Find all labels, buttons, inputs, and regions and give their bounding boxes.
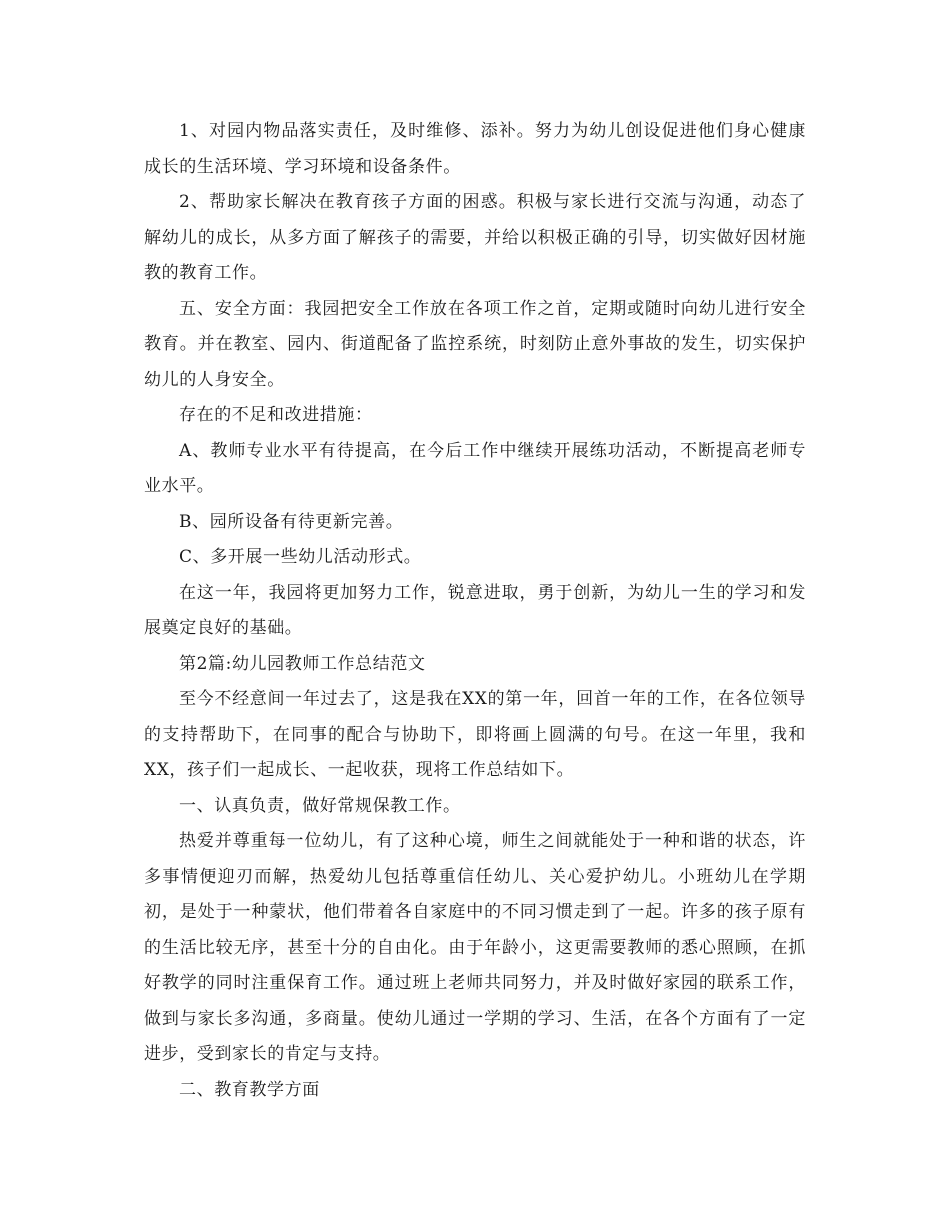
paragraph-item-b: B、园所设备有待更新完善。 — [179, 511, 404, 532]
paragraph-closing: 在这一年，我园将更加努力工作，锐意进取，勇于创新，为幼儿一生的学习和发展奠定良好的基础。 — [144, 582, 806, 638]
paragraph-item-a: A、教师专业水平有待提高，在今后工作中继续开展练功活动，不断提高老师专业水平。 — [144, 440, 806, 496]
paragraph-parent-help: 2、帮助家长解决在教育孩子方面的困惑。积极与家长进行交流与沟通，动态了解幼儿的成长，从多方面了解孩子的需要，并给以积极正确的引导，切实做好因材施教的教育工作。 — [144, 192, 806, 283]
paragraph-care: 热爱并尊重每一位幼儿，有了这种心境，师生之间就能处于一种和谐的状态，许多事情便迎刃而解，热爱幼儿包括尊重信任幼儿、关心爱护幼儿。小班幼儿在学期初，是处于一种蒙状，他们带着各自家庭中的不同习惯走到了一起。许多的孩子原有的生活比较无序，甚至十分的自由化。由于年龄小，这更需要教师的悉心照顾，在抓好教学的同时注重保育工作。通过班上老师共同努力，并及时做好家园的联系工作，做到与家长多沟通，多商量。使幼儿通过一学期的学习、生活，在各个方面有了一定进步，受到家长的肯定与支持。 — [144, 831, 806, 1064]
document-body — [144, 114, 806, 1108]
paragraph-shortcomings-heading: 存在的不足和改进措施： — [179, 405, 373, 425]
paragraph-item-c: C、多开展一些幼儿活动形式。 — [179, 547, 422, 567]
paragraph-heading-one: 一、认真负责，做好常规保教工作。 — [179, 795, 461, 816]
section-title: 第2篇:幼儿园教师工作总结范文 — [179, 653, 426, 674]
paragraph-heading-two: 二、教育教学方面 — [179, 1079, 320, 1100]
paragraph-intro: 至今不经意间一年过去了，这是我在XX的第一年，回首一年的工作，在各位领导的支持帮助下，在同事的配合与协助下，即将画上圆满的句号。在这一年里，我和XX，孩子们一起成长、一起收获，现将工作总结如下。 — [144, 689, 806, 780]
paragraph-safety: 五、安全方面：我园把安全工作放在各项工作之首，定期或随时向幼儿进行安全教育。并在教室、园内、街道配备了监控系统，时刻防止意外事故的发生，切实保护幼儿的人身安全。 — [144, 298, 806, 390]
paragraph-maintenance: 1、对园内物品落实责任，及时维修、添补。努力为幼儿创设促进他们身心健康成长的生活环境、学习环境和设备条件。 — [144, 121, 806, 177]
